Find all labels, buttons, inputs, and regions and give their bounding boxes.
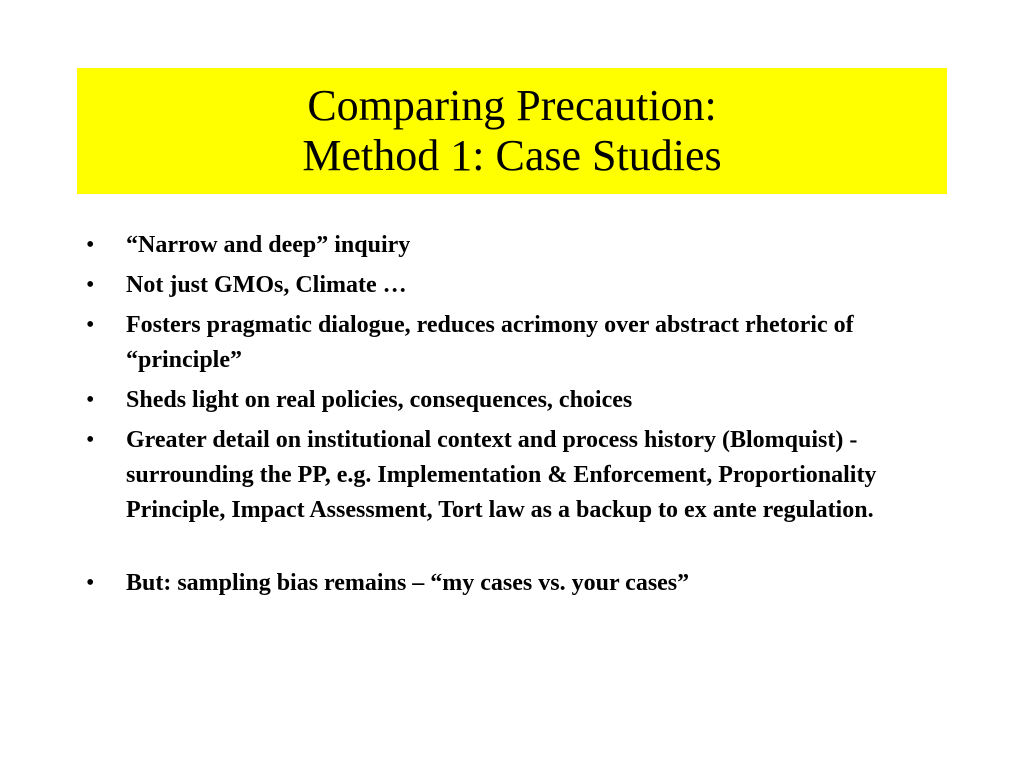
bullet-dot-icon: • (86, 272, 95, 298)
bullet-item (84, 566, 934, 601)
bullet-dot-icon: • (86, 427, 95, 453)
bullet-dot-icon: • (86, 387, 95, 413)
bullet-item (84, 308, 934, 378)
slide-title-line-2: Method 1: Case Studies (302, 131, 722, 180)
bullet-text: Not just GMOs, Climate … (126, 272, 407, 298)
bullet-dot-icon: • (86, 570, 95, 596)
bullet-item (84, 383, 934, 418)
bullet-text: Sheds light on real policies, consequences, choices (126, 387, 633, 413)
slide-title-line-1: Comparing Precaution: (307, 81, 717, 130)
bullet-item (84, 228, 934, 263)
bullet-text: “Narrow and deep” inquiry (126, 232, 411, 258)
bullet-text: But: sampling bias remains – “my cases vs. your cases” (126, 570, 690, 596)
bullet-item (84, 423, 934, 528)
bullet-dot-icon: • (86, 232, 95, 258)
bullet-item (84, 268, 934, 303)
bullet-text: Greater detail on institutional context and process history (Blomquist) - surrounding the PP, e.g. Implementation & Enforcement, Proportionality Principle, Impact Assessment, Tort law as a backup to ex ante regulation. (126, 427, 877, 523)
bullet-dot-icon: • (86, 312, 95, 338)
bullet-text: Fosters pragmatic dialogue, reduces acrimony over abstract rhetoric of “principle” (126, 312, 854, 373)
bullet-list (84, 228, 934, 606)
title-box (77, 68, 947, 194)
